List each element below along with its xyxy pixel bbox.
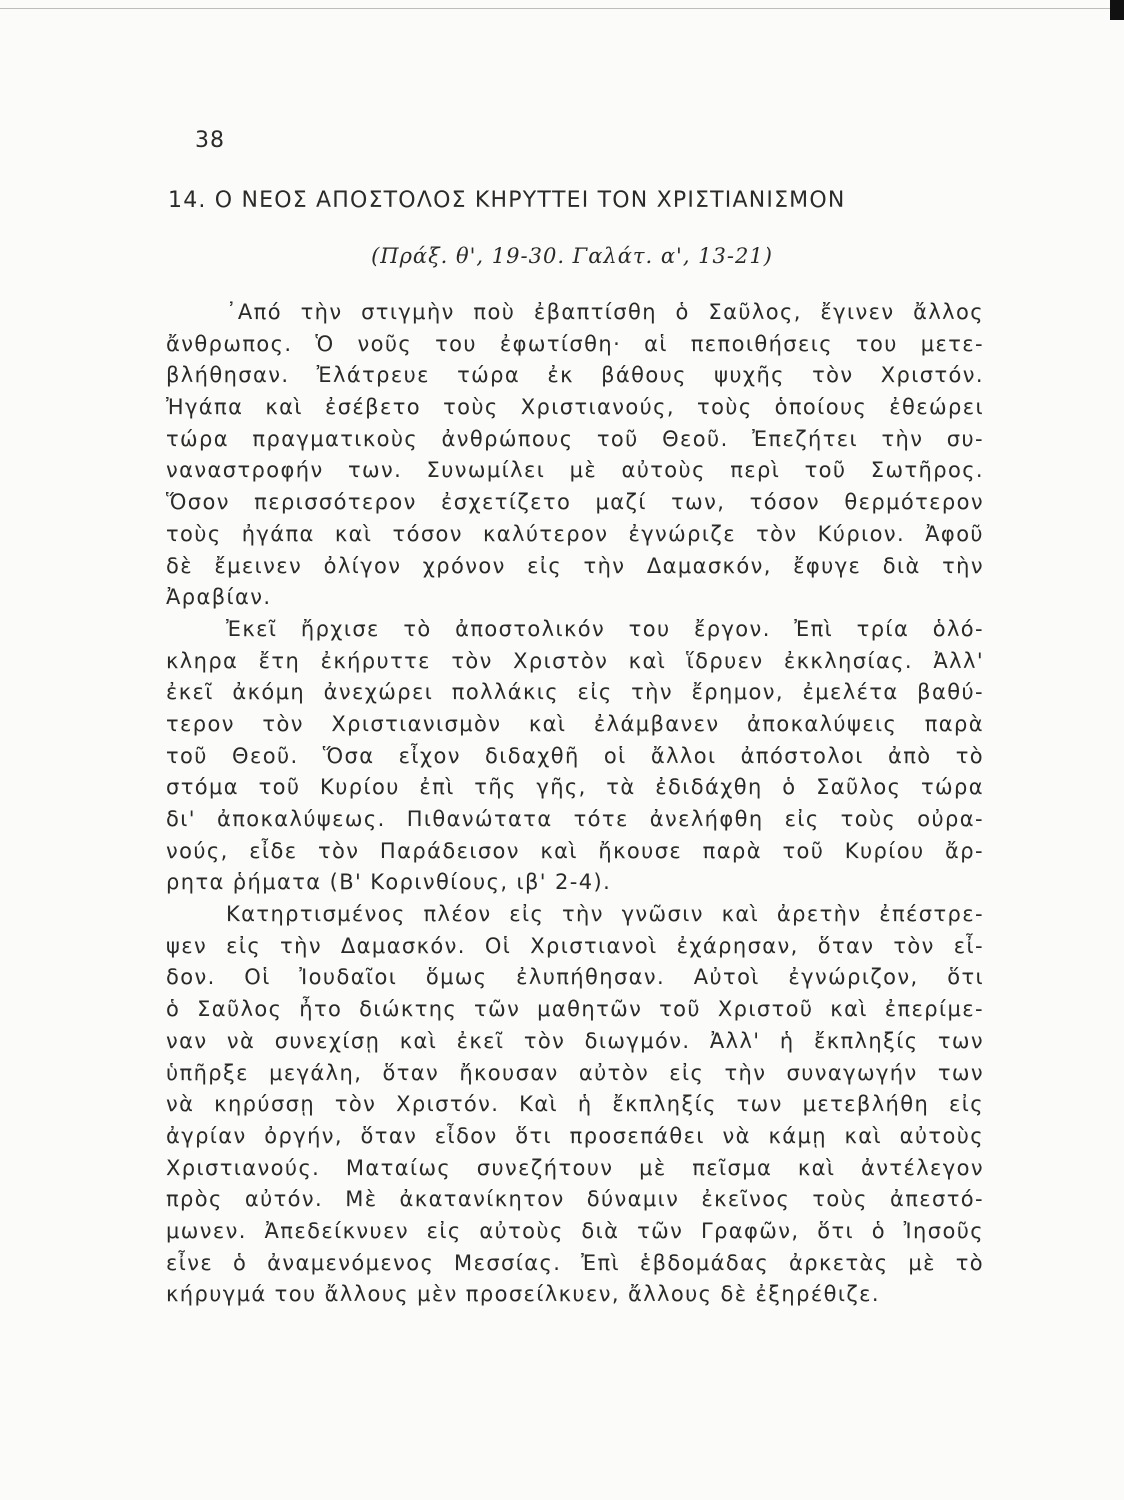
- text-line: δι' ἀποκαλύψεως. Πιθανώτατα τότε ἀνελήφθη εἰς τοὺς οὐρα-: [166, 807, 984, 831]
- text-line: ναναστροφήν των. Συνωμίλει μὲ αὐτοὺς περὶ τοῦ Σωτῆρος.: [166, 458, 984, 483]
- text-line: νούς, εἶδε τὸν Παράδεισον καὶ ἤκουσε παρὰ τοῦ Κυρίου ἄρ-: [166, 838, 984, 863]
- text-line: τοὺς ἠγάπα καὶ τόσον καλύτερον ἐγνώριζε τὸν Κύριον. Ἀφοῦ: [166, 521, 984, 546]
- page-top-edge: [0, 8, 1124, 9]
- text-line: Κατηρτισμένος πλέον εἰς τὴν γνῶσιν καὶ ἀρετὴν ἐπέστρε-: [226, 902, 984, 927]
- text-line: Χριστιανούς. Ματαίως συνεζήτουν μὲ πεῖσμα καὶ ἀντέλεγον: [166, 1155, 984, 1180]
- text-line: ἐκεῖ ἀκόμη ἀνεχώρει πολλάκις εἰς τὴν ἔρημον, ἐμελέτα βαθύ-: [166, 680, 984, 705]
- body-text: [166, 297, 984, 1311]
- text-line: ἀγρίαν ὀργήν, ὅταν εἶδον ὅτι προσεπάθει νὰ κάμῃ καὶ αὐτοὺς: [166, 1123, 984, 1148]
- text-line: μωνεν. Ἀπεδείκνυεν εἰς αὐτοὺς διὰ τῶν Γραφῶν, ὅτι ὁ Ἰησοῦς: [166, 1218, 984, 1243]
- text-line: εἶνε ὁ ἀναμενόμενος Μεσσίας. Ἐπὶ ἑβδομάδας ἀρκετὰς μὲ τὸ: [166, 1250, 984, 1275]
- text-line: βλήθησαν. Ἐλάτρευε τώρα ἐκ βάθους ψυχῆς τὸν Χριστόν.: [166, 363, 984, 388]
- text-line: ὁ Σαῦλος ἦτο διώκτης τῶν μαθητῶν τοῦ Χριστοῦ καὶ ἐπερίμε-: [166, 997, 984, 1022]
- text-line: τώρα πραγματικοὺς ἀνθρώπους τοῦ Θεοῦ. Ἐπεζήτει τὴν συ-: [166, 426, 984, 451]
- chapter-title: 14. Ο ΝΕΟΣ ΑΠΟΣΤΟΛΟΣ ΚΗΡΥΤΤΕΙ ΤΟΝ ΧΡΙΣΤΙΑΝΙΣΜΟΝ: [168, 188, 846, 213]
- page-number: 38: [195, 128, 225, 153]
- text-line: δὲ ἔμεινεν ὀλίγον χρόνον εἰς τὴν Δαμασκόν, ἔφυγε διὰ τὴν: [166, 553, 984, 578]
- text-line: ἄνθρωπος. Ὁ νοῦς του ἐφωτίσθη· αἱ πεποιθήσεις του μετε-: [166, 331, 984, 356]
- text-line: τερον τὸν Χριστιανισμὸν καὶ ἐλάμβανεν ἀποκαλύψεις παρὰ: [166, 711, 984, 736]
- text-line: κληρα ἔτη ἐκήρυττε τὸν Χριστὸν καὶ ἵδρυεν ἐκκλησίας. Ἀλλ': [166, 648, 984, 673]
- text-line: Ἀραβίαν.: [166, 585, 272, 610]
- text-line: ᾿Από τὴν στιγμὴν ποὺ ἐβαπτίσθη ὁ Σαῦλος, ἔγινεν ἄλλος: [226, 300, 984, 324]
- text-line: πρὸς αὐτόν. Μὲ ἀκατανίκητον δύναμιν ἐκεῖνος τοὺς ἀπεστό-: [166, 1187, 984, 1212]
- text-line: Ἐκεῖ ἤρχισε τὸ ἀποστολικόν του ἔργον. Ἐπὶ τρία ὁλό-: [226, 616, 984, 641]
- text-line: νὰ κηρύσσῃ τὸν Χριστόν. Καὶ ἡ ἔκπληξίς των μετεβλήθη εἰς: [166, 1092, 984, 1117]
- scripture-reference: (Πράξ. θ', 19-30. Γαλάτ. α', 13-21): [371, 244, 773, 268]
- text-line: στόμα τοῦ Κυρίου ἐπὶ τῆς γῆς, τὰ ἐδιδάχθη ὁ Σαῦλος τώρα: [166, 775, 984, 800]
- text-line: ρητα ῥήματα (Β' Κορινθίους, ιβ' 2-4).: [166, 870, 612, 895]
- text-line: Ἠγάπα καὶ ἐσέβετο τοὺς Χριστιανούς, τοὺς ὁποίους ἐθεώρει: [166, 395, 984, 420]
- text-line: ναν νὰ συνεχίσῃ καὶ ἐκεῖ τὸν διωγμόν. Ἀλλ' ἡ ἔκπληξίς των: [166, 1028, 984, 1053]
- text-line: Ὅσον περισσότερον ἐσχετίζετο μαζί των, τόσον θερμότερον: [166, 490, 984, 515]
- scan-border-mark: [1110, 0, 1124, 20]
- text-line: ψεν εἰς τὴν Δαμασκόν. Οἱ Χριστιανοὶ ἐχάρησαν, ὅταν τὸν εἶ-: [166, 933, 984, 958]
- text-line: τοῦ Θεοῦ. Ὅσα εἶχον διδαχθῆ οἱ ἄλλοι ἀπόστολοι ἀπὸ τὸ: [166, 743, 984, 768]
- text-line: ὑπῆρξε μεγάλη, ὅταν ἤκουσαν αὐτὸν εἰς τὴν συναγωγήν των: [166, 1060, 984, 1085]
- text-line: δον. Οἱ Ἰουδαῖοι ὅμως ἐλυπήθησαν. Αὐτοὶ ἐγνώριζον, ὅτι: [166, 965, 984, 990]
- text-line: κήρυγμά του ἄλλους μὲν προσείλκυεν, ἄλλους δὲ ἐξηρέθιζε.: [166, 1282, 881, 1307]
